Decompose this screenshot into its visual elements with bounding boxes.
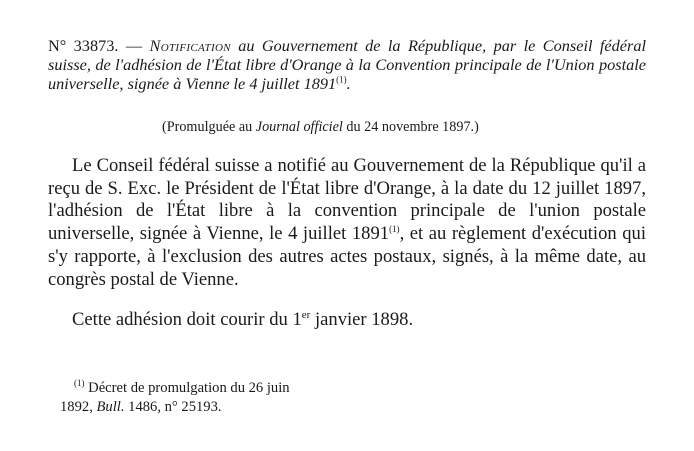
notification-heading [48,36,646,93]
body-footnote-ref: (1) [389,223,400,234]
promulgation-open: (Promulguée au [162,119,253,135]
heading-footnote-ref: (1) [336,74,347,85]
heading-text: au Gouvernement de la République, par le Conseil fédéral suisse, de l'adhésion de l'État libre d'Orange à la Convention principale de l'Union postale universelle, signée à Vienne le 4 juillet 1891 [48,36,647,93]
footnote-year: 1892, [60,398,93,415]
heading-dash: — [125,36,143,55]
footnote [60,379,360,416]
footnote-line-2-end: 1486, n° 25193. [128,398,222,415]
footnote-bull: Bull. [96,398,125,415]
notification-label: Notification [149,36,231,55]
footnote-line-1-text: Décret de promulgation du 26 juin [88,380,290,396]
promulgation-note [162,118,582,136]
footnote-line-1 [60,379,360,398]
main-paragraph-part1: Le Conseil fédéral suisse a notifié au Gouvernement de la République qu'il a reçu de S. Exc. le Président de l'État libre d'Orange, à la date du 12 juillet 1897, l'adhésion de l'État libre à la convention principale de l'union postale universelle, signée à Vienne, le 4 juillet 1891 [48,155,646,245]
decree-number: N° 33873. [48,36,119,55]
journal-title: Journal officiel [255,119,343,135]
footnote-line-2 [60,398,360,417]
adhesion-paragraph [48,309,646,332]
promulgation-close: du 24 novembre 1897.) [346,119,479,135]
adhesion-after: janvier 1898. [310,309,414,330]
heading-end: . [346,74,351,93]
ordinal-suffix: er [301,308,311,321]
footnote-marker: (1) [74,378,85,389]
main-paragraph-part2: , et au règlement d'exécution qui s'y rapporte, à l'exclusion des autres actes postaux, signés, à la même date, au congrès postal de Vienne. [48,223,646,290]
main-paragraph [48,155,646,291]
adhesion-before: Cette adhésion doit courir du 1 [72,309,302,330]
